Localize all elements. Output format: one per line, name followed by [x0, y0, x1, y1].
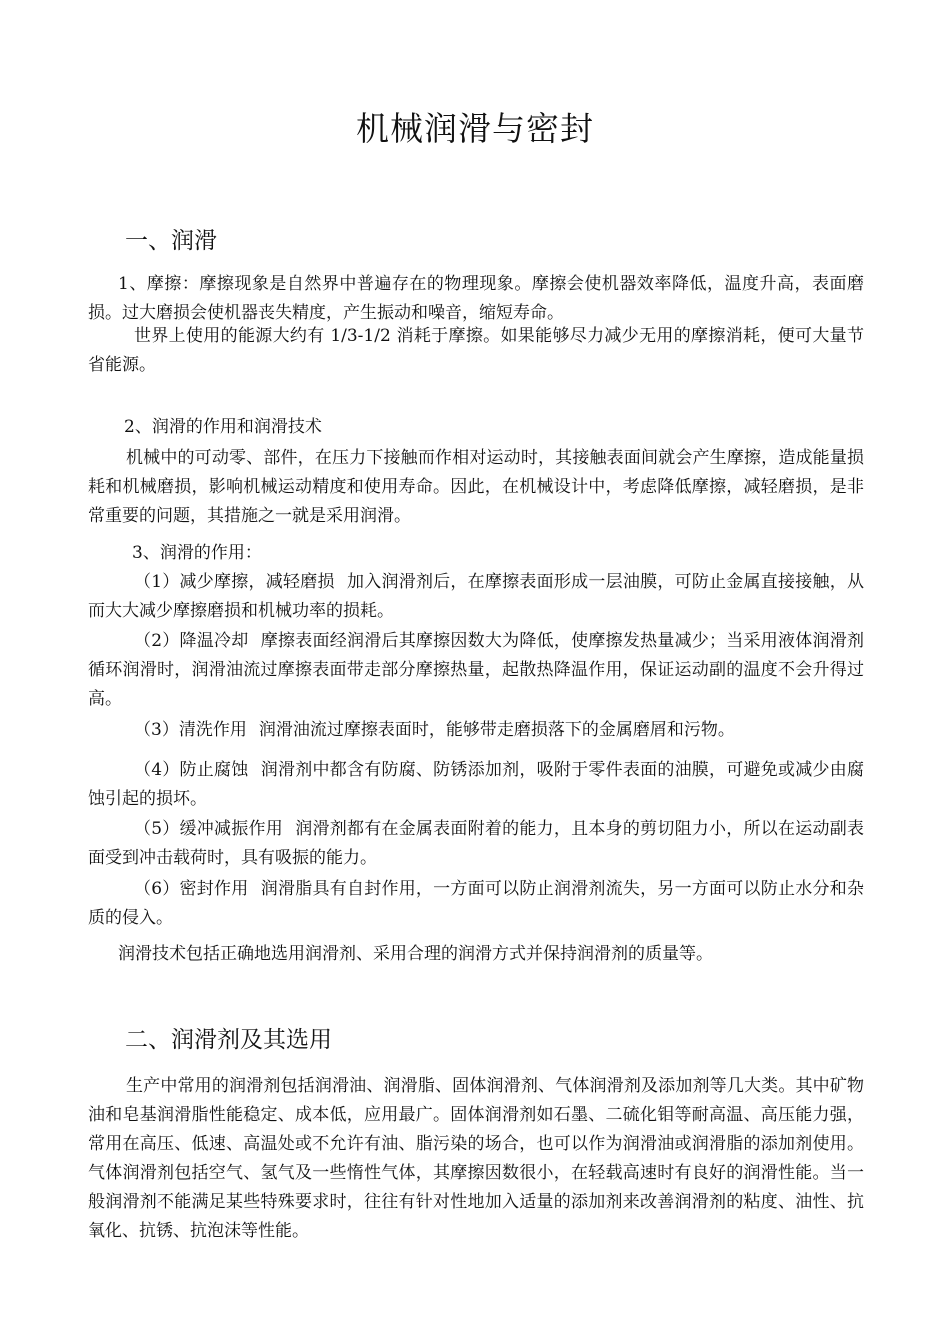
function-item-label: （1）减少摩擦，减轻磨损 — [134, 572, 335, 592]
function-item-text: 润滑脂具有自封作用，一方面可以防止润滑剂流失，另一方面可以防止水分和杂质的侵入。 — [88, 879, 864, 928]
function-item-label: （4）防止腐蚀 — [134, 760, 249, 780]
function-item-text: 加入润滑剂后，在摩擦表面形成一层油膜，可防止金属直接接触，从而大大减少摩擦磨损和机械功率的损耗。 — [88, 572, 864, 621]
function-item — [88, 568, 864, 626]
function-item-label: （6）密封作用 — [134, 879, 249, 899]
lubrication-summary: 润滑技术包括正确地选用润滑剂、采用合理的润滑方式并保持润滑剂的质量等。 — [118, 944, 713, 964]
function-item-text: 润滑油流过摩擦表面时，能够带走磨损落下的金属磨屑和污物。 — [258, 720, 735, 740]
function-item — [88, 716, 864, 745]
function-item-text: 摩擦表面经润滑后其摩擦因数大为降低，使摩擦发热量减少；当采用液体润滑剂循环润滑时，润滑油流过摩擦表面带走部分摩擦热量，起散热降温作用，保证运动副的温度不会升得过高。 — [88, 631, 864, 709]
section-heading-lubricants: 二、润滑剂及其选用 — [125, 1027, 332, 1053]
function-item-label: （3）清洗作用 — [134, 720, 247, 740]
lubrication-role-heading: 2、润滑的作用和润滑技术 — [124, 417, 322, 437]
lubricants-paragraph: 生产中常用的润滑剂包括润滑油、润滑脂、固体润滑剂、气体润滑剂及添加剂等几大类。其中矿物油和皂基润滑脂性能稳定、成本低，应用最广。固体润滑剂如石墨、二硫化钼等耐高温、高压能力强，常用在高压、低速、高温处或不允许有油、脂污染的场合，也可以作为润滑油或润滑脂的添加剂使用。气体润滑剂包括空气、氢气及一些惰性气体，其摩擦因数很小，在轻载高速时有良好的润滑性能。当一般润滑剂不能满足某些特殊要求时，往往有针对性地加入适量的添加剂来改善润滑剂的粘度、油性、抗氧化、抗锈、抗泡沫等性能。 — [88, 1076, 864, 1241]
energy-paragraph: 世界上使用的能源大约有 1/3-1/2 消耗于摩擦。如果能够尽力减少无用的摩擦消耗，便可大量节省能源。 — [88, 326, 864, 375]
function-item — [88, 875, 864, 933]
function-item-label: （5）缓冲减振作用 — [134, 819, 283, 839]
section-heading-lubrication: 一、润滑 — [125, 228, 217, 254]
lubrication-functions-heading: 3、润滑的作用： — [132, 543, 262, 563]
function-item — [88, 815, 864, 873]
function-item-text: 润滑剂都有在金属表面附着的能力，且本身的剪切阻力小，所以在运动副表面受到冲击载荷时，具有吸振的能力。 — [88, 819, 864, 868]
function-item-text: 润滑剂中都含有防腐、防锈添加剂，吸附于零件表面的油膜，可避免或减少由腐蚀引起的损坏。 — [88, 760, 864, 809]
friction-paragraph: 1、摩擦：摩擦现象是自然界中普遍存在的物理现象。摩擦会使机器效率降低，温度升高，表面磨损。过大磨损会使机器丧失精度，产生振动和噪音，缩短寿命。 — [88, 274, 864, 323]
document-title: 机械润滑与密封 — [356, 109, 594, 148]
lubrication-role-paragraph: 机械中的可动零、部件，在压力下接触而作相对运动时，其接触表面间就会产生摩擦，造成能量损耗和机械磨损，影响机械运动精度和使用寿命。因此，在机械设计中，考虑降低摩擦，减轻磨损，是非常重要的问题，其措施之一就是采用润滑。 — [88, 448, 864, 526]
function-item — [88, 627, 864, 714]
function-item-label: （2）降温冷却 — [134, 631, 249, 651]
function-item — [88, 756, 864, 814]
